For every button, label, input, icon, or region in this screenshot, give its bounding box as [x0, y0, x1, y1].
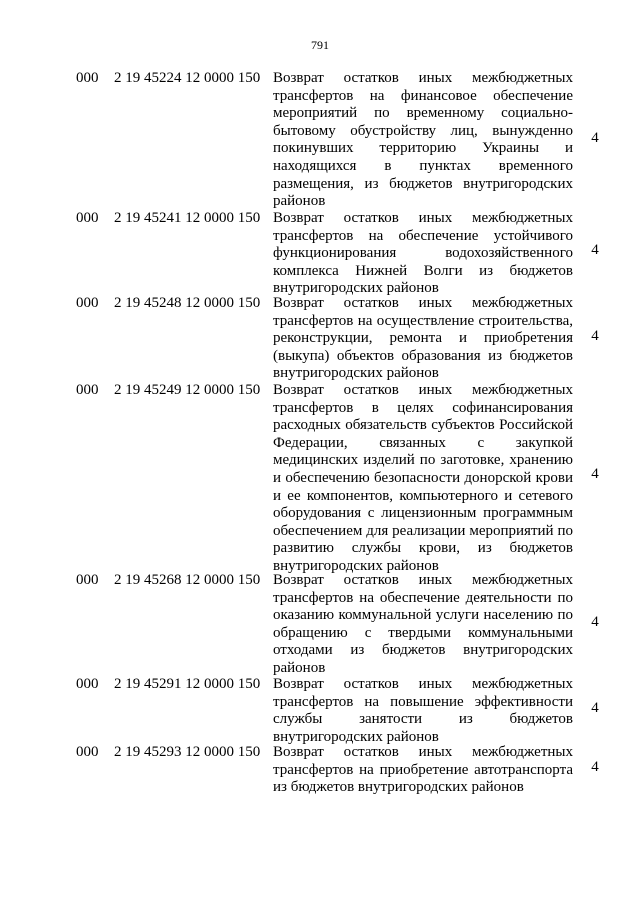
revenue-name: Возврат остатков иных межбюджетных трансфертов на финансовое обеспечение мероприятий по временному социально-бытовому обустройству лиц, вынужденно покинувших территорию Украины и находящихся в пунктах временного размещения, из бюджетов внутригородских районов [273, 70, 573, 210]
revenue-name: Возврат остатков иных межбюджетных трансфертов на осуществление строительства, реконструкции, ремонта и приобретения (выкупа) объектов образования из бюджетов внутригородских районов [273, 295, 573, 382]
budget-level: 4 [591, 759, 599, 775]
budget-level: 4 [591, 242, 599, 258]
budget-level: 4 [591, 700, 599, 716]
page-number: 791 [311, 38, 329, 52]
budget-level: 4 [591, 614, 599, 630]
budget-level: 4 [591, 130, 599, 146]
admin-code: 000 [76, 744, 99, 760]
budget-classification-code: 2 19 45248 12 0000 150 [114, 295, 261, 311]
revenue-name: Возврат остатков иных межбюджетных трансфертов на приобретение автотранспорта из бюджетов внутригородских районов [273, 744, 573, 796]
admin-code: 000 [76, 572, 99, 588]
budget-classification-code: 2 19 45293 12 0000 150 [114, 744, 261, 760]
revenue-name: Возврат остатков иных межбюджетных трансфертов на обеспечение устойчивого функционирования водохозяйственного комплекса Нижней Волги из бюджетов внутригородских районов [273, 210, 573, 297]
budget-level: 4 [591, 466, 599, 482]
budget-level: 4 [591, 328, 599, 344]
admin-code: 000 [76, 210, 99, 226]
revenue-name: Возврат остатков иных межбюджетных трансфертов на обеспечение деятельности по оказанию коммунальной услуги населению по обращению с твердыми коммунальными отходами из бюджетов внутригородских районов [273, 572, 573, 676]
budget-classification-code: 2 19 45224 12 0000 150 [114, 70, 261, 86]
budget-classification-code: 2 19 45268 12 0000 150 [114, 572, 261, 588]
admin-code: 000 [76, 70, 99, 86]
budget-classification-code: 2 19 45249 12 0000 150 [114, 382, 261, 398]
revenue-name: Возврат остатков иных межбюджетных трансфертов в целях софинансирования расходных обязательств субъектов Российской Федерации, связанных с закупкой медицинских изделий по заготовке, хранению и обеспечению безопасности донорской крови и ее компонентов, компьютерного и сетевого оборудования с лицензионным программным обеспечением для реализации мероприятий по развитию службы крови, из бюджетов внутригородских районов [273, 382, 573, 574]
revenue-name: Возврат остатков иных межбюджетных трансфертов на повышение эффективности службы занятости из бюджетов внутригородских районов [273, 676, 573, 745]
budget-classification-code: 2 19 45291 12 0000 150 [114, 676, 261, 692]
admin-code: 000 [76, 295, 99, 311]
budget-classification-code: 2 19 45241 12 0000 150 [114, 210, 261, 226]
admin-code: 000 [76, 676, 99, 692]
admin-code: 000 [76, 382, 99, 398]
